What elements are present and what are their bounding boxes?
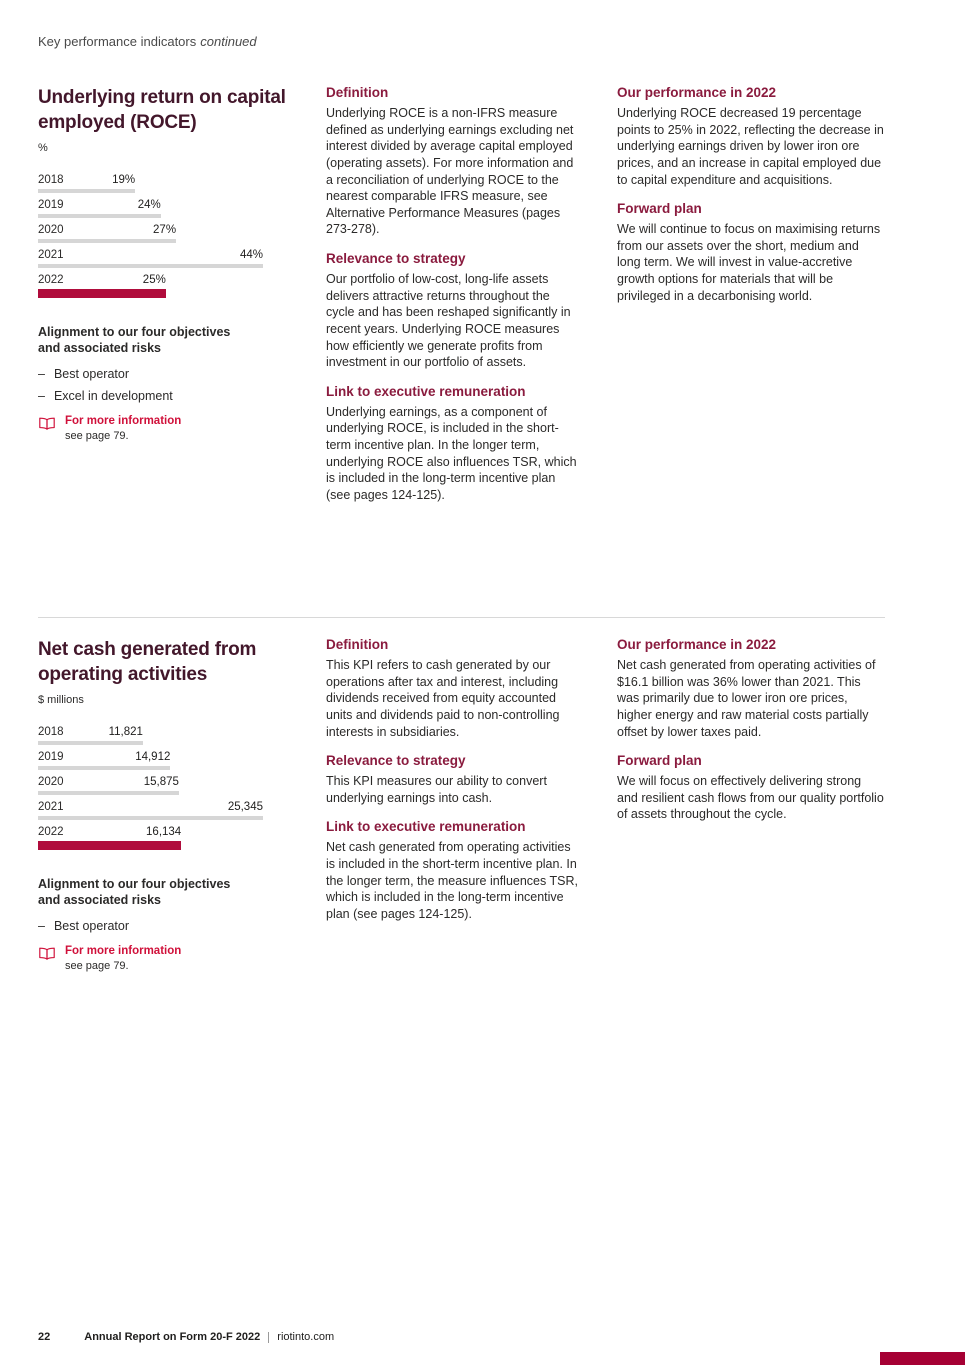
alignment-item-label: Excel in development (53, 388, 173, 403)
kpi-unit-label: % (38, 142, 48, 155)
chart-bar (38, 264, 263, 268)
chart-bar (38, 766, 170, 770)
chart-value-label: 44% (239, 249, 263, 262)
chart-year-label: 2018 (38, 726, 64, 739)
kpi-title: Underlying return on capital employed (ROCE) (38, 87, 286, 134)
book-icon (38, 946, 56, 961)
chart-row (38, 274, 263, 298)
chart-row (38, 174, 263, 193)
alignment-list (38, 919, 290, 933)
chart-value-label: 27% (153, 224, 177, 237)
chart-row-labels (38, 274, 166, 286)
block-body: Underlying earnings, as a component of underlying ROCE, is included in the short-term incentive plan. In the longer term, underlying ROCE also influences TSR, which is included in the long-term incentive plan (see pages 124-125). (326, 404, 577, 502)
kpi-middle-column (326, 637, 581, 972)
more-info[interactable] (38, 945, 290, 973)
chart-year-label: 2018 (38, 174, 64, 187)
kpi-right-column (617, 85, 885, 617)
more-info[interactable] (38, 415, 290, 443)
alignment-list-item (38, 367, 290, 381)
more-info-link[interactable]: For more information (65, 944, 182, 957)
page-content (38, 34, 885, 972)
block-heading: Forward plan (617, 201, 702, 217)
chart-value-label: 15,875 (143, 776, 179, 789)
kpi-bar-chart (38, 174, 263, 298)
kpi-section-roce (38, 85, 885, 617)
chart-row-labels (38, 826, 181, 838)
block-heading: Definition (326, 85, 389, 100)
alignment-list (38, 367, 290, 403)
chart-bar-highlight (38, 841, 181, 850)
chart-year-label: 2022 (38, 274, 64, 287)
kpi-section-net-cash (38, 618, 885, 972)
block-heading: Link to executive remuneration (326, 383, 526, 399)
chart-year-label: 2019 (38, 751, 64, 764)
dash-bullet: – (38, 918, 45, 933)
chart-value-label: 16,134 (146, 826, 182, 839)
block-heading: Forward plan (617, 753, 702, 769)
block-body: Our portfolio of low-cost, long-life assets delivers attractive returns throughout the cycle and has been reshaped significantly in recent years. Underlying ROCE measures how efficiently we generate profits from investment in our portfolio of assets. (326, 272, 571, 370)
chart-row-labels (38, 199, 161, 211)
chart-row (38, 726, 263, 745)
chart-value-label: 25,345 (227, 801, 263, 814)
alignment-list-item (38, 919, 290, 933)
chart-row-labels (38, 751, 170, 763)
chart-row-labels (38, 249, 263, 261)
block-body: We will focus on effectively delivering strong and resilient cash flows from our quality portfolio of assets throughout the cycle. (617, 774, 884, 822)
kpi-left-column (38, 637, 290, 972)
block-heading: Link to executive remuneration (326, 819, 526, 835)
chart-row (38, 751, 263, 770)
chart-year-label: 2020 (38, 776, 64, 789)
chart-year-label: 2020 (38, 224, 64, 237)
running-header-title: Key performance indicators (38, 34, 197, 49)
chart-row-labels (38, 174, 135, 186)
chart-row-labels (38, 224, 176, 236)
alignment-list-item (38, 389, 290, 403)
more-info-page-ref: see page 79. (65, 430, 129, 443)
chart-row (38, 801, 263, 820)
chart-row-labels (38, 776, 179, 788)
alignment-heading: Alignment to our four objectives and associated risks (38, 325, 231, 356)
block-body: This KPI refers to cash generated by our operations after tax and interest, including dividends received from equity accounted units and dividends paid to non-controlling interests in subsidiaries. (326, 658, 560, 739)
block-body: This KPI measures our ability to convert underlying earnings into cash. (326, 774, 547, 805)
report-title: Annual Report on Form 20-F 2022 (84, 1331, 261, 1343)
block-heading: Definition (326, 637, 389, 652)
alignment-item-label: Best operator (53, 918, 129, 933)
chart-bar (38, 189, 135, 193)
chart-row (38, 776, 263, 795)
page-footer (38, 1331, 334, 1343)
chart-year-label: 2022 (38, 826, 64, 839)
block-heading: Our performance in 2022 (617, 637, 777, 652)
chart-value-label: 11,821 (108, 726, 143, 739)
chart-row-labels (38, 726, 143, 738)
alignment-item-label: Best operator (53, 366, 129, 381)
chart-value-label: 24% (137, 199, 161, 212)
chart-row (38, 249, 263, 268)
chart-bar (38, 239, 176, 243)
dash-bullet: – (38, 366, 45, 381)
chart-row-labels (38, 801, 263, 813)
block-body: Underlying ROCE is a non-IFRS measure defined as underlying earnings excluding net interest divided by average capital employed (operating assets). For more information and a reconciliation of underlying ROCE to the nearest comparable IFRS measure, see Alternative Performance Measures (pages 273-278). (326, 106, 574, 237)
more-info-text (65, 415, 181, 443)
block-body: Net cash generated from operating activities is included in the short-term incentive plan. In the longer term, the measure influences TSR, which is included in the long-term incentive plan (see pages 124-125). (326, 840, 578, 921)
kpi-middle-column (326, 85, 581, 617)
kpi-left-column (38, 85, 290, 617)
dash-bullet: – (38, 388, 45, 403)
chart-value-label: 19% (112, 174, 136, 187)
block-body: Underlying ROCE decreased 19 percentage points to 25% in 2022, reflecting the decrease in underlying earnings driven by lower iron ore prices, and an increase in capital employed due to capital expenditure and acquisitions. (617, 106, 884, 187)
corner-red-tab (880, 1352, 965, 1365)
block-heading: Our performance in 2022 (617, 85, 777, 100)
block-heading: Relevance to strategy (326, 251, 466, 266)
chart-bar (38, 791, 179, 795)
block-body: We will continue to focus on maximising returns from our assets over the short, medium and long term. We will invest in value-accretive growth options for materials that will be privileged in a decarbonising world. (617, 222, 881, 303)
chart-year-label: 2021 (38, 801, 64, 814)
chart-value-label: 14,912 (135, 751, 171, 764)
chart-row (38, 199, 263, 218)
chart-year-label: 2021 (38, 249, 64, 262)
chart-row (38, 224, 263, 243)
chart-row (38, 826, 263, 850)
running-header-continued: continued (200, 34, 257, 49)
kpi-bar-chart (38, 726, 263, 850)
book-icon (38, 416, 56, 431)
block-body: Net cash generated from operating activities of $16.1 billion was 36% lower than 2021. This was primarily due to lower iron ore prices, higher energy and raw material costs partially offset by lower taxes paid. (617, 658, 876, 739)
more-info-text (65, 945, 181, 973)
chart-bar (38, 214, 161, 218)
website-link[interactable]: riotinto.com (277, 1331, 335, 1343)
chart-year-label: 2019 (38, 199, 64, 212)
running-header (38, 34, 885, 49)
chart-value-label: 25% (142, 274, 166, 287)
kpi-unit-label: $ millions (38, 694, 84, 707)
kpi-title: Net cash generated from operating activities (38, 639, 257, 686)
more-info-page-ref: see page 79. (65, 960, 129, 973)
kpi-right-column (617, 637, 885, 972)
block-heading: Relevance to strategy (326, 753, 466, 769)
more-info-link[interactable]: For more information (65, 414, 182, 427)
chart-bar (38, 741, 143, 745)
chart-bar (38, 816, 263, 820)
alignment-heading: Alignment to our four objectives and associated risks (38, 877, 231, 908)
chart-bar-highlight (38, 289, 166, 298)
page-number: 22 (38, 1331, 51, 1343)
footer-divider (268, 1332, 269, 1343)
